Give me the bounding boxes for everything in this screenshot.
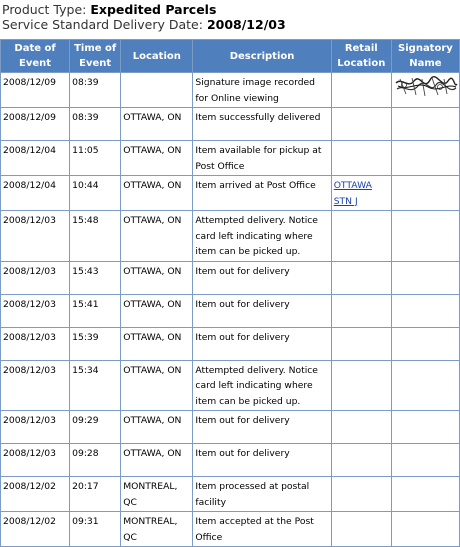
event-description: Signature image recorded for Online viewing <box>193 73 331 108</box>
signatory-name-cell <box>392 262 460 295</box>
event-location: OTTAWA, ON <box>121 295 193 328</box>
event-time: 20:17 <box>70 477 121 512</box>
event-date: 2008/12/04 <box>1 176 70 211</box>
event-location: OTTAWA, ON <box>121 176 193 211</box>
event-description: Item available for pickup at Post Office <box>193 141 331 176</box>
table-row <box>1 328 460 361</box>
signatory-name-cell <box>392 444 460 477</box>
product-type-value: Expedited Parcels <box>90 2 217 17</box>
event-description: Attempted delivery. Notice card left indicating where item can be picked up. <box>193 211 331 262</box>
event-time: 15:41 <box>70 295 121 328</box>
event-date: 2008/12/03 <box>1 328 70 361</box>
event-time: 15:48 <box>70 211 121 262</box>
product-type-label: Product Type: <box>2 2 91 17</box>
signatory-name-cell <box>392 141 460 176</box>
retail-location-cell <box>332 295 392 328</box>
event-location: OTTAWA, ON <box>121 141 193 176</box>
table-row <box>1 477 460 512</box>
event-location: OTTAWA, ON <box>121 361 193 412</box>
event-time: 10:44 <box>70 176 121 211</box>
retail-location-cell <box>332 444 392 477</box>
column-header-description: Description <box>193 40 331 73</box>
event-date: 2008/12/03 <box>1 361 70 412</box>
signatory-name-cell <box>392 328 460 361</box>
retail-location-cell <box>332 328 392 361</box>
event-time: 15:43 <box>70 262 121 295</box>
event-date: 2008/12/09 <box>1 108 70 141</box>
event-time: 09:31 <box>70 512 121 547</box>
retail-location-cell <box>332 141 392 176</box>
event-date: 2008/12/03 <box>1 262 70 295</box>
retail-location-cell <box>332 361 392 412</box>
event-location: OTTAWA, ON <box>121 328 193 361</box>
signatory-name-cell <box>392 176 460 211</box>
event-description: Item out for delivery <box>193 262 331 295</box>
signature-scribble-icon <box>394 75 458 99</box>
column-header-signatory-name: Signatory Name <box>392 40 460 73</box>
event-location: OTTAWA, ON <box>121 444 193 477</box>
table-row <box>1 411 460 444</box>
event-description: Item processed at postal facility <box>193 477 331 512</box>
table-row <box>1 141 460 176</box>
event-time: 15:39 <box>70 328 121 361</box>
signature-image <box>394 75 458 99</box>
event-description: Item out for delivery <box>193 444 331 477</box>
event-date: 2008/12/02 <box>1 477 70 512</box>
event-time: 11:05 <box>70 141 121 176</box>
signatory-name-cell <box>392 108 460 141</box>
table-row <box>1 361 460 412</box>
table-row <box>1 512 460 547</box>
event-description: Item accepted at the Post Office <box>193 512 331 547</box>
shipment-header <box>0 0 460 32</box>
delivery-date-label: Service Standard Delivery Date: <box>2 17 207 32</box>
table-row <box>1 262 460 295</box>
table-row <box>1 295 460 328</box>
event-date: 2008/12/04 <box>1 141 70 176</box>
event-description: Item arrived at Post Office <box>193 176 331 211</box>
table-row <box>1 444 460 477</box>
table-row <box>1 211 460 262</box>
table-row <box>1 176 460 211</box>
event-date: 2008/12/03 <box>1 444 70 477</box>
signatory-name-cell <box>392 477 460 512</box>
retail-location-cell <box>332 73 392 108</box>
table-row <box>1 108 460 141</box>
retail-location-cell <box>332 176 392 211</box>
column-header-time: Time of Event <box>70 40 121 73</box>
event-date: 2008/12/03 <box>1 211 70 262</box>
retail-location-cell <box>332 411 392 444</box>
delivery-date-value: 2008/12/03 <box>206 17 286 32</box>
tracking-events-table <box>0 39 460 547</box>
delivery-date-line <box>2 17 460 32</box>
event-description: Item out for delivery <box>193 411 331 444</box>
product-type-line <box>2 2 460 17</box>
event-description: Item out for delivery <box>193 328 331 361</box>
tracking-events-body <box>1 73 460 547</box>
event-date: 2008/12/02 <box>1 512 70 547</box>
retail-location-cell <box>332 477 392 512</box>
event-time: 15:34 <box>70 361 121 412</box>
event-time: 09:28 <box>70 444 121 477</box>
event-time: 09:29 <box>70 411 121 444</box>
retail-location-cell <box>332 211 392 262</box>
retail-location-cell <box>332 262 392 295</box>
signatory-name-cell <box>392 512 460 547</box>
event-description: Attempted delivery. Notice card left indicating where item can be picked up. <box>193 361 331 412</box>
retail-location-cell <box>332 512 392 547</box>
signatory-name-cell <box>392 73 460 108</box>
event-location <box>121 73 193 108</box>
event-location: OTTAWA, ON <box>121 262 193 295</box>
event-description: Item successfully delivered <box>193 108 331 141</box>
column-header-retail-location: Retail Location <box>332 40 392 73</box>
retail-location-link[interactable]: OTTAWA STN J <box>333 180 372 207</box>
table-header-row <box>1 40 460 73</box>
signatory-name-cell <box>392 211 460 262</box>
event-time: 08:39 <box>70 108 121 141</box>
event-time: 08:39 <box>70 73 121 108</box>
event-date: 2008/12/09 <box>1 73 70 108</box>
table-row <box>1 73 460 108</box>
event-description: Item out for delivery <box>193 295 331 328</box>
event-location: OTTAWA, ON <box>121 411 193 444</box>
event-date: 2008/12/03 <box>1 295 70 328</box>
column-header-location: Location <box>121 40 193 73</box>
event-location: OTTAWA, ON <box>121 211 193 262</box>
column-header-date: Date of Event <box>1 40 70 73</box>
event-location: OTTAWA, ON <box>121 108 193 141</box>
signatory-name-cell <box>392 411 460 444</box>
signatory-name-cell <box>392 295 460 328</box>
retail-location-cell <box>332 108 392 141</box>
signatory-name-cell <box>392 361 460 412</box>
event-location: MONTREAL, QC <box>121 477 193 512</box>
event-location: MONTREAL, QC <box>121 512 193 547</box>
event-date: 2008/12/03 <box>1 411 70 444</box>
